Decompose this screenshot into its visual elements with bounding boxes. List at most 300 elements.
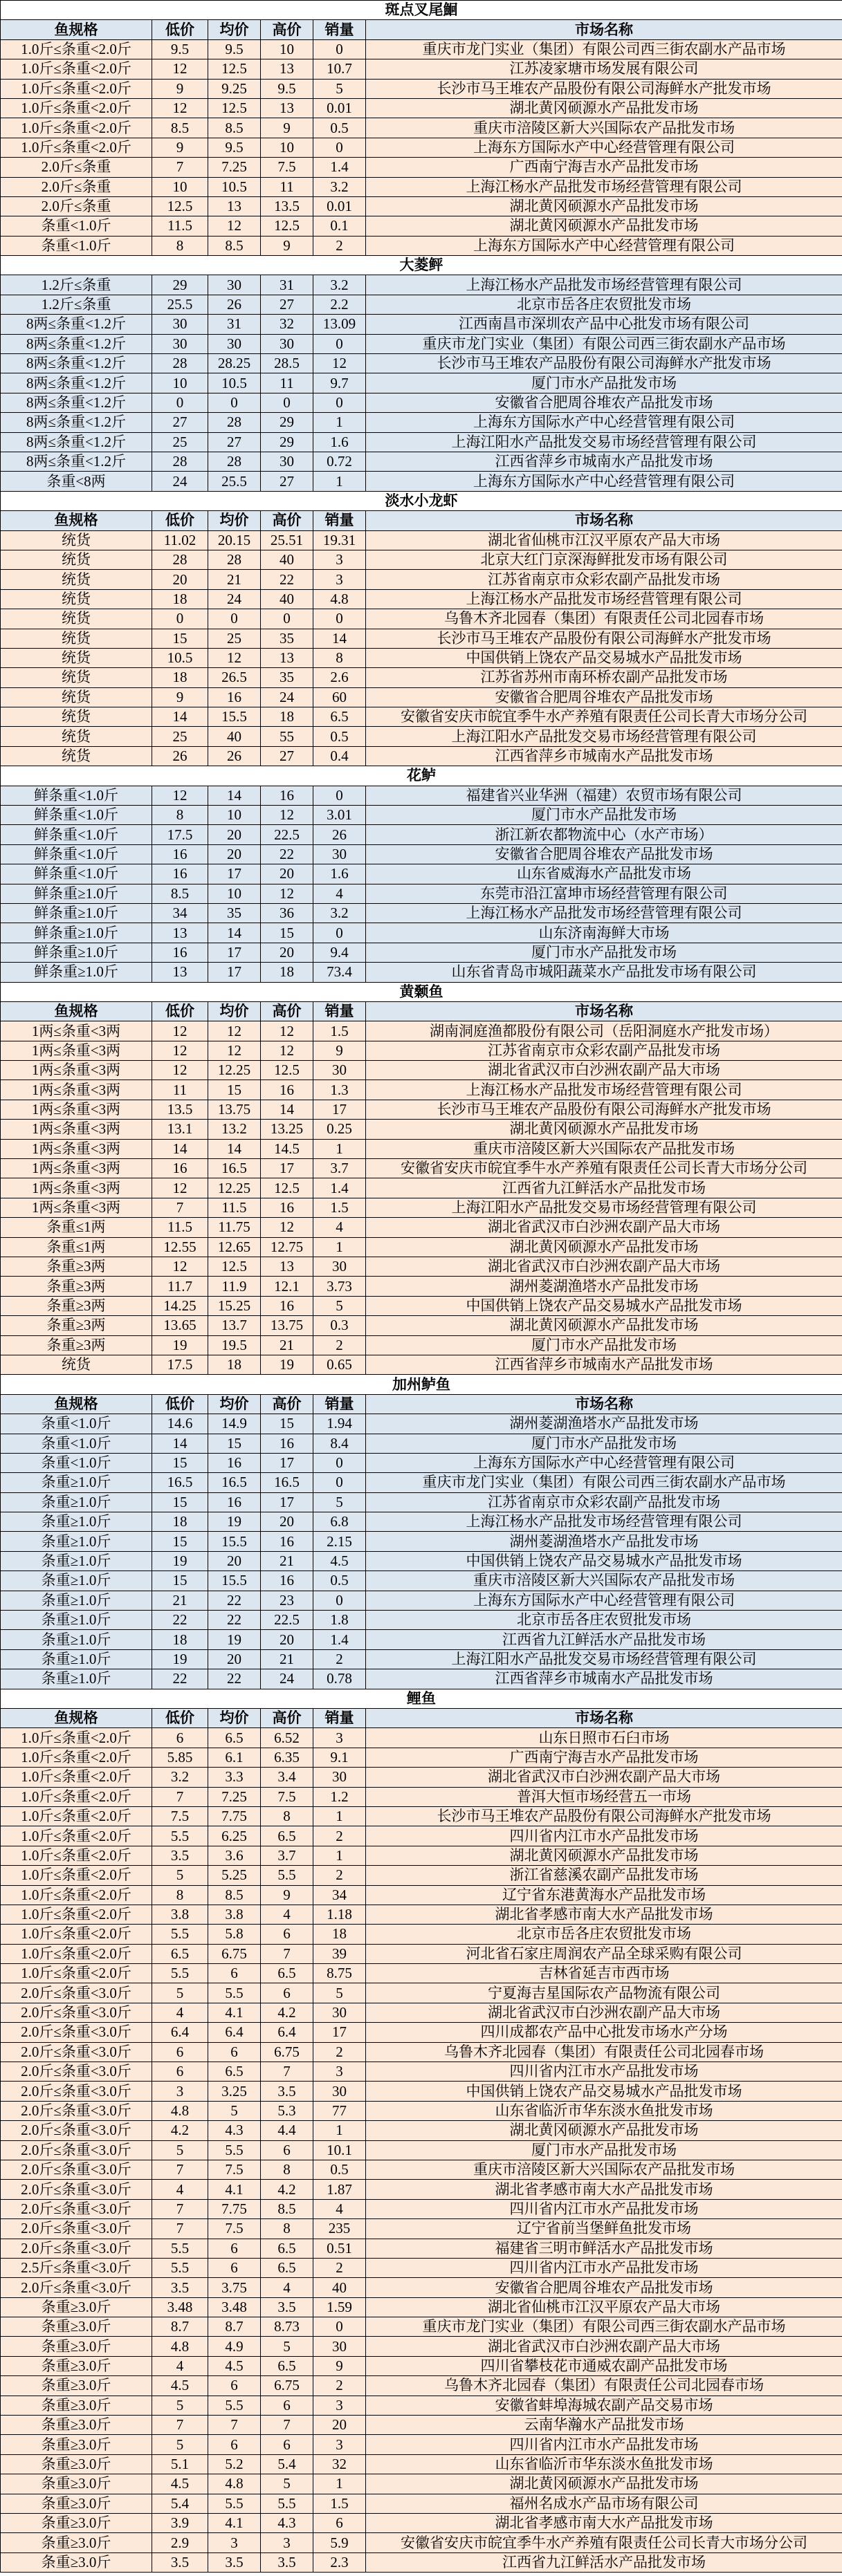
high-price-cell: 35: [261, 629, 313, 648]
table-row: [1, 216, 842, 236]
low-price-cell: 5: [152, 1866, 208, 1885]
high-price-cell: 6.4: [261, 2023, 313, 2042]
low-price-cell: 19: [152, 1649, 208, 1669]
avg-price-cell: 16: [208, 1453, 261, 1472]
spec-cell: 条重≥3.0斤: [1, 2533, 152, 2552]
high-price-cell: 12.5: [261, 1061, 313, 1080]
avg-price-cell: 5.5: [208, 1983, 261, 2003]
volume-cell: 0: [313, 334, 366, 353]
low-price-cell: 4: [152, 2003, 208, 2022]
avg-price-cell: 12.65: [208, 1237, 261, 1257]
column-header-market: 市场名称: [366, 1708, 842, 1727]
spec-cell: 1两≤条重<3两: [1, 1120, 152, 1139]
spec-cell: 统货: [1, 648, 152, 667]
market-name-cell: 重庆市涪陵区新大兴国际农产品批发市场: [366, 1139, 842, 1158]
volume-cell: 2: [313, 2376, 366, 2396]
table-row: [1, 746, 842, 766]
column-header-volume: 销量: [313, 1394, 366, 1414]
market-name-cell: 长沙市马王堆农产品股份有限公司海鲜水产批发市场: [366, 1806, 842, 1826]
spec-cell: 鲜条重≥1.0斤: [1, 943, 152, 962]
spec-cell: 1.0斤≤条重<2.0斤: [1, 1806, 152, 1826]
table-row: [1, 1866, 842, 1885]
high-price-cell: 17: [261, 1453, 313, 1472]
avg-price-cell: 12: [208, 648, 261, 667]
spec-cell: 1.0斤≤条重<2.0斤: [1, 1826, 152, 1846]
volume-cell: 2: [313, 1649, 366, 1669]
market-name-cell: 山东省临沂市华东淡水鱼批发市场: [366, 2101, 842, 2120]
volume-cell: 2.15: [313, 1532, 366, 1551]
avg-price-cell: 21: [208, 570, 261, 589]
spec-cell: 1.0斤≤条重<2.0斤: [1, 79, 152, 98]
market-name-cell: 安徽省安庆市皖宜季牛水产养殖有限责任公司长青大市场分公司: [366, 707, 842, 727]
low-price-cell: 5.85: [152, 1748, 208, 1767]
spec-cell: 条重<1.0斤: [1, 1434, 152, 1453]
volume-cell: 0.25: [313, 1120, 366, 1139]
table-row: [1, 1453, 842, 1472]
avg-price-cell: 3.3: [208, 1768, 261, 1787]
volume-cell: 1.18: [313, 1905, 366, 1924]
avg-price-cell: 10.5: [208, 177, 261, 196]
market-name-cell: 湖北省武汉市白沙洲农副产品大市场: [366, 1218, 842, 1237]
avg-price-cell: 10.5: [208, 373, 261, 393]
market-name-cell: 江西省萍乡市城南水产品批发市场: [366, 1355, 842, 1374]
market-name-cell: 中国供销上饶农产品交易城水产品批发市场: [366, 2082, 842, 2101]
low-price-cell: 4: [152, 2356, 208, 2375]
high-price-cell: 7: [261, 2416, 313, 2435]
high-price-cell: 35: [261, 668, 313, 687]
market-name-cell: 江苏省南京市众彩农副产品批发市场: [366, 570, 842, 589]
market-name-cell: 云南华瀚水产品批发市场: [366, 2416, 842, 2435]
table-row: [1, 1512, 842, 1532]
volume-cell: 1: [313, 413, 366, 432]
low-price-cell: 5.5: [152, 1925, 208, 1944]
market-name-cell: 河北省石家庄周润农产品全球采购有限公司: [366, 1944, 842, 1963]
low-price-cell: 12: [152, 98, 208, 118]
low-price-cell: 19: [152, 1335, 208, 1355]
low-price-cell: 7: [152, 158, 208, 177]
volume-cell: 30: [313, 1768, 366, 1787]
low-price-cell: 5.5: [152, 2239, 208, 2258]
spec-cell: 鲜条重<1.0斤: [1, 806, 152, 825]
spec-cell: 条重≥1.0斤: [1, 1532, 152, 1551]
table-row: [1, 1649, 842, 1669]
high-price-cell: 6.75: [261, 2042, 313, 2061]
avg-price-cell: 15: [208, 1434, 261, 1453]
low-price-cell: 10: [152, 177, 208, 196]
volume-cell: 8: [313, 648, 366, 667]
high-price-cell: 20: [261, 864, 313, 884]
avg-price-cell: 14: [208, 923, 261, 943]
low-price-cell: 11: [152, 1080, 208, 1100]
market-name-cell: 上海江阳水产品批发交易市场经营管理有限公司: [366, 1198, 842, 1217]
spec-cell: 1.0斤≤条重<2.0斤: [1, 1787, 152, 1806]
column-header-high: 高价: [261, 20, 313, 39]
high-price-cell: 24: [261, 1669, 313, 1689]
spec-cell: 2.0斤≤条重<3.0斤: [1, 1983, 152, 2003]
market-name-cell: 湖北黄冈硕源水产品批发市场: [366, 2474, 842, 2494]
low-price-cell: 26: [152, 746, 208, 766]
avg-price-cell: 7: [208, 2416, 261, 2435]
low-price-cell: 9: [152, 138, 208, 157]
avg-price-cell: 17: [208, 963, 261, 982]
avg-price-cell: 8.5: [208, 118, 261, 138]
market-name-cell: 上海江杨水产品批发市场经营管理有限公司: [366, 1512, 842, 1532]
table-row: [1, 1885, 842, 1905]
low-price-cell: 11.5: [152, 216, 208, 236]
market-name-cell: 江西省九江鲜活水产品批发市场: [366, 1178, 842, 1198]
avg-price-cell: 8.5: [208, 1885, 261, 1905]
table-row: [1, 1611, 842, 1630]
spec-cell: 8两≤条重<1.2斤: [1, 315, 152, 334]
avg-price-cell: 9.5: [208, 39, 261, 59]
column-header-spec: 鱼规格: [1, 1001, 152, 1021]
high-price-cell: 4: [261, 1905, 313, 1924]
table-row: [1, 1571, 842, 1591]
spec-cell: 1两≤条重<3两: [1, 1139, 152, 1158]
table-row: [1, 1551, 842, 1570]
avg-price-cell: 8.7: [208, 2317, 261, 2337]
volume-cell: 3: [313, 1728, 366, 1748]
volume-cell: 4.5: [313, 1551, 366, 1570]
volume-cell: 9.4: [313, 943, 366, 962]
spec-cell: 1.0斤≤条重<2.0斤: [1, 138, 152, 157]
table-row: [1, 1316, 842, 1335]
avg-price-cell: 6: [208, 2376, 261, 2396]
low-price-cell: 25.5: [152, 295, 208, 314]
market-name-cell: 江苏省南京市众彩农副产品批发市场: [366, 1041, 842, 1060]
market-name-cell: 山东济南海鲜大市场: [366, 923, 842, 943]
high-price-cell: 25.51: [261, 530, 313, 550]
volume-cell: 0.4: [313, 746, 366, 766]
table-row: [1, 2278, 842, 2297]
table-row: [1, 1905, 842, 1924]
market-name-cell: 福州名成水产品市场有限公司: [366, 2494, 842, 2513]
market-name-cell: 江西省九江鲜活水产品批发市场: [366, 1630, 842, 1649]
high-price-cell: 0: [261, 393, 313, 412]
market-name-cell: 乌鲁木齐北园春（集团）有限责任公司北园春市场: [366, 2376, 842, 2396]
column-header-spec: 鱼规格: [1, 1708, 152, 1727]
low-price-cell: 7: [152, 2219, 208, 2239]
low-price-cell: 8.7: [152, 2317, 208, 2337]
low-price-cell: 8.5: [152, 884, 208, 903]
volume-cell: 30: [313, 1061, 366, 1080]
market-name-cell: 湖北省孝感市南大水产品批发市场: [366, 1905, 842, 1924]
avg-price-cell: 16: [208, 687, 261, 707]
high-price-cell: 11: [261, 177, 313, 196]
table-row: [1, 2023, 842, 2042]
spec-cell: 统货: [1, 530, 152, 550]
market-name-cell: 安徽省合肥周谷堆农产品批发市场: [366, 2278, 842, 2297]
market-name-cell: 湖北黄冈硕源水产品批发市场: [366, 98, 842, 118]
low-price-cell: 13: [152, 923, 208, 943]
low-price-cell: 7: [152, 2160, 208, 2179]
high-price-cell: 6.5: [261, 2239, 313, 2258]
avg-price-cell: 13.7: [208, 1316, 261, 1335]
volume-cell: 10.1: [313, 2140, 366, 2160]
avg-price-cell: 14: [208, 1139, 261, 1158]
avg-price-cell: 6: [208, 2239, 261, 2258]
column-header-low: 低价: [152, 1708, 208, 1727]
table-row: [1, 864, 842, 884]
table-row: [1, 2416, 842, 2435]
low-price-cell: 0: [152, 393, 208, 412]
spec-cell: 8两≤条重<1.2斤: [1, 373, 152, 393]
high-price-cell: 23: [261, 1591, 313, 1610]
low-price-cell: 3.48: [152, 2297, 208, 2317]
price-table-body: [1, 1, 842, 2573]
high-price-cell: 22.5: [261, 825, 313, 844]
high-price-cell: 10: [261, 39, 313, 59]
market-name-cell: 湖北省孝感市南大水产品批发市场: [366, 2514, 842, 2533]
low-price-cell: 13: [152, 963, 208, 982]
market-name-cell: 安徽省安庆市皖宜季牛水产养殖有限责任公司长青大市场分公司: [366, 1159, 842, 1178]
low-price-cell: 8: [152, 236, 208, 255]
avg-price-cell: 3.75: [208, 2278, 261, 2297]
table-row: [1, 1944, 842, 1963]
market-name-cell: 四川省内江市水产品批发市场: [366, 2062, 842, 2082]
avg-price-cell: 15: [208, 1080, 261, 1100]
market-name-cell: 长沙市马王堆农产品股份有限公司海鲜水产批发市场: [366, 629, 842, 648]
avg-price-cell: 12.5: [208, 59, 261, 79]
spec-cell: 鲜条重<1.0斤: [1, 825, 152, 844]
spec-cell: 2.0斤≤条重<3.0斤: [1, 2082, 152, 2101]
market-name-cell: 上海江杨水产品批发市场经营管理有限公司: [366, 903, 842, 923]
low-price-cell: 3.9: [152, 2514, 208, 2533]
avg-price-cell: 4.8: [208, 2474, 261, 2494]
table-row: [1, 1630, 842, 1649]
market-name-cell: 长沙市马王堆农产品股份有限公司海鲜水产批发市场: [366, 1100, 842, 1119]
volume-cell: 0: [313, 1453, 366, 1472]
market-name-cell: 江西省萍乡市城南水产品批发市场: [366, 746, 842, 766]
low-price-cell: 14.6: [152, 1414, 208, 1434]
high-price-cell: 13.5: [261, 196, 313, 216]
high-price-cell: 20: [261, 943, 313, 962]
spec-cell: 条重<1.0斤: [1, 1453, 152, 1472]
high-price-cell: 16: [261, 1080, 313, 1100]
volume-cell: 30: [313, 2082, 366, 2101]
market-name-cell: 湖北黄冈硕源水产品批发市场: [366, 1846, 842, 1865]
low-price-cell: 14: [152, 1139, 208, 1158]
spec-cell: 8两≤条重<1.2斤: [1, 393, 152, 412]
table-row: [1, 1826, 842, 1846]
high-price-cell: 17: [261, 1492, 313, 1512]
high-price-cell: 5.5: [261, 1866, 313, 1885]
table-row: [1, 2199, 842, 2218]
low-price-cell: 8.5: [152, 118, 208, 138]
volume-cell: 1: [313, 2474, 366, 2494]
spec-cell: 条重≥3.0斤: [1, 2356, 152, 2375]
low-price-cell: 5.5: [152, 2258, 208, 2277]
volume-cell: 0.01: [313, 98, 366, 118]
avg-price-cell: 6: [208, 2435, 261, 2454]
market-name-cell: 湖北黄冈硕源水产品批发市场: [366, 196, 842, 216]
low-price-cell: 11.7: [152, 1277, 208, 1296]
high-price-cell: 6: [261, 2435, 313, 2454]
market-name-cell: 北京市岳各庄农贸批发市场: [366, 295, 842, 314]
table-row: [1, 609, 842, 629]
market-name-cell: 长沙市马王堆农产品股份有限公司海鲜水产批发市场: [366, 354, 842, 373]
low-price-cell: 22: [152, 1669, 208, 1689]
spec-cell: 1.0斤≤条重<2.0斤: [1, 118, 152, 138]
avg-price-cell: 6.5: [208, 1728, 261, 1748]
market-name-cell: 四川省内江市水产品批发市场: [366, 2199, 842, 2218]
low-price-cell: 12: [152, 59, 208, 79]
volume-cell: 0: [313, 39, 366, 59]
low-price-cell: 5: [152, 1983, 208, 2003]
market-name-cell: 重庆市龙门实业（集团）有限公司西三街农副水产品市场: [366, 1473, 842, 1492]
spec-cell: 鲜条重≥1.0斤: [1, 963, 152, 982]
table-row: [1, 707, 842, 727]
volume-cell: 1.8: [313, 1611, 366, 1630]
table-row: [1, 2101, 842, 2120]
volume-cell: 0: [313, 609, 366, 629]
avg-price-cell: 28: [208, 413, 261, 432]
volume-cell: 40: [313, 2278, 366, 2297]
low-price-cell: 8: [152, 1885, 208, 1905]
market-name-cell: 湖北省武汉市白沙洲农副产品大市场: [366, 2337, 842, 2356]
high-price-cell: 7.5: [261, 158, 313, 177]
market-name-cell: 重庆市龙门实业（集团）有限公司西三街农副水产品市场: [366, 2317, 842, 2337]
low-price-cell: 28: [152, 550, 208, 569]
table-row: [1, 452, 842, 471]
market-name-cell: 江西省萍乡市城南水产品批发市场: [366, 1669, 842, 1689]
avg-price-cell: 3.6: [208, 1846, 261, 1865]
avg-price-cell: 6.5: [208, 2062, 261, 2082]
low-price-cell: 16: [152, 1159, 208, 1178]
high-price-cell: 27: [261, 746, 313, 766]
volume-cell: 3: [313, 2396, 366, 2415]
spec-cell: 2.0斤≤条重: [1, 177, 152, 196]
volume-cell: 17: [313, 1100, 366, 1119]
high-price-cell: 19: [261, 1355, 313, 1374]
volume-cell: 3: [313, 550, 366, 569]
avg-price-cell: 26: [208, 295, 261, 314]
spec-cell: 条重≥1.0斤: [1, 1551, 152, 1570]
low-price-cell: 12: [152, 1061, 208, 1080]
high-price-cell: 21: [261, 1551, 313, 1570]
market-name-cell: 上海江阳水产品批发交易市场经营管理有限公司: [366, 432, 842, 452]
spec-cell: 条重≥1.0斤: [1, 1630, 152, 1649]
avg-price-cell: 25.5: [208, 472, 261, 491]
volume-cell: 0.78: [313, 1669, 366, 1689]
high-price-cell: 8.5: [261, 2199, 313, 2218]
avg-price-cell: 14: [208, 786, 261, 805]
table-row: [1, 158, 842, 177]
volume-cell: 4.8: [313, 589, 366, 609]
volume-cell: 0.65: [313, 1355, 366, 1374]
market-name-cell: 北京市岳各庄农贸批发市场: [366, 1925, 842, 1944]
volume-cell: 0.3: [313, 1316, 366, 1335]
low-price-cell: 3.5: [152, 2278, 208, 2297]
avg-price-cell: 3.25: [208, 2082, 261, 2101]
spec-cell: 条重≥1.0斤: [1, 1591, 152, 1610]
avg-price-cell: 7.75: [208, 2199, 261, 2218]
volume-cell: 3.2: [313, 177, 366, 196]
high-price-cell: 6: [261, 2396, 313, 2415]
avg-price-cell: 19.5: [208, 1335, 261, 1355]
low-price-cell: 34: [152, 903, 208, 923]
low-price-cell: 16: [152, 864, 208, 884]
avg-price-cell: 10: [208, 806, 261, 825]
avg-price-cell: 6.75: [208, 1944, 261, 1963]
volume-cell: 14: [313, 629, 366, 648]
table-row: [1, 923, 842, 943]
volume-cell: 1.4: [313, 1178, 366, 1198]
table-row: [1, 2042, 842, 2061]
section-title-row: [1, 982, 842, 1001]
volume-cell: 77: [313, 2101, 366, 2120]
table-row: [1, 1787, 842, 1806]
market-name-cell: 重庆市涪陵区新大兴国际农产品批发市场: [366, 118, 842, 138]
high-price-cell: 16: [261, 1434, 313, 1453]
column-header-market: 市场名称: [366, 1001, 842, 1021]
high-price-cell: 6.52: [261, 1728, 313, 1748]
market-name-cell: 上海东方国际水产中心经营管理有限公司: [366, 413, 842, 432]
table-header-row: [1, 1001, 842, 1021]
table-row: [1, 1846, 842, 1865]
volume-cell: 1.4: [313, 1630, 366, 1649]
table-row: [1, 138, 842, 157]
avg-price-cell: 12: [208, 1021, 261, 1041]
market-name-cell: 福建省三明市鲜活水产品批发市场: [366, 2239, 842, 2258]
high-price-cell: 16: [261, 1532, 313, 1551]
spec-cell: 2.0斤≤条重<3.0斤: [1, 2062, 152, 2082]
column-header-volume: 销量: [313, 1708, 366, 1727]
low-price-cell: 12.55: [152, 1237, 208, 1257]
avg-price-cell: 22: [208, 1611, 261, 1630]
table-row: [1, 2396, 842, 2415]
volume-cell: 4: [313, 2199, 366, 2218]
low-price-cell: 20: [152, 570, 208, 589]
spec-cell: 条重≥3.0斤: [1, 2416, 152, 2435]
high-price-cell: 13.25: [261, 1120, 313, 1139]
low-price-cell: 11.5: [152, 1218, 208, 1237]
market-name-cell: 普洱大恒市场经营五一市场: [366, 1787, 842, 1806]
table-row: [1, 2180, 842, 2199]
section-title: 斑点叉尾鮰: [1, 1, 842, 20]
volume-cell: 0: [313, 138, 366, 157]
table-row: [1, 2140, 842, 2160]
spec-cell: 条重≥1.0斤: [1, 1611, 152, 1630]
low-price-cell: 16: [152, 844, 208, 864]
volume-cell: 1.2: [313, 1787, 366, 1806]
avg-price-cell: 4.9: [208, 2337, 261, 2356]
avg-price-cell: 35: [208, 903, 261, 923]
low-price-cell: 12.5: [152, 196, 208, 216]
spec-cell: 统货: [1, 1355, 152, 1374]
avg-price-cell: 6.25: [208, 1826, 261, 1846]
avg-price-cell: 5: [208, 2101, 261, 2120]
avg-price-cell: 20: [208, 1649, 261, 1669]
volume-cell: 6.5: [313, 707, 366, 727]
volume-cell: 1: [313, 1139, 366, 1158]
avg-price-cell: 12.25: [208, 1178, 261, 1198]
high-price-cell: 16: [261, 786, 313, 805]
high-price-cell: 6.5: [261, 1964, 313, 1983]
avg-price-cell: 5.5: [208, 2140, 261, 2160]
high-price-cell: 3.7: [261, 1846, 313, 1865]
table-row: [1, 1335, 842, 1355]
market-name-cell: 浙江省慈溪农副产品批发市场: [366, 1866, 842, 1885]
low-price-cell: 0: [152, 609, 208, 629]
volume-cell: 0.51: [313, 2239, 366, 2258]
volume-cell: 1: [313, 472, 366, 491]
volume-cell: 5: [313, 1492, 366, 1512]
high-price-cell: 4.4: [261, 2121, 313, 2140]
section-title-row: [1, 256, 842, 275]
market-name-cell: 安徽省合肥周谷堆农产品批发市场: [366, 687, 842, 707]
volume-cell: 26: [313, 825, 366, 844]
